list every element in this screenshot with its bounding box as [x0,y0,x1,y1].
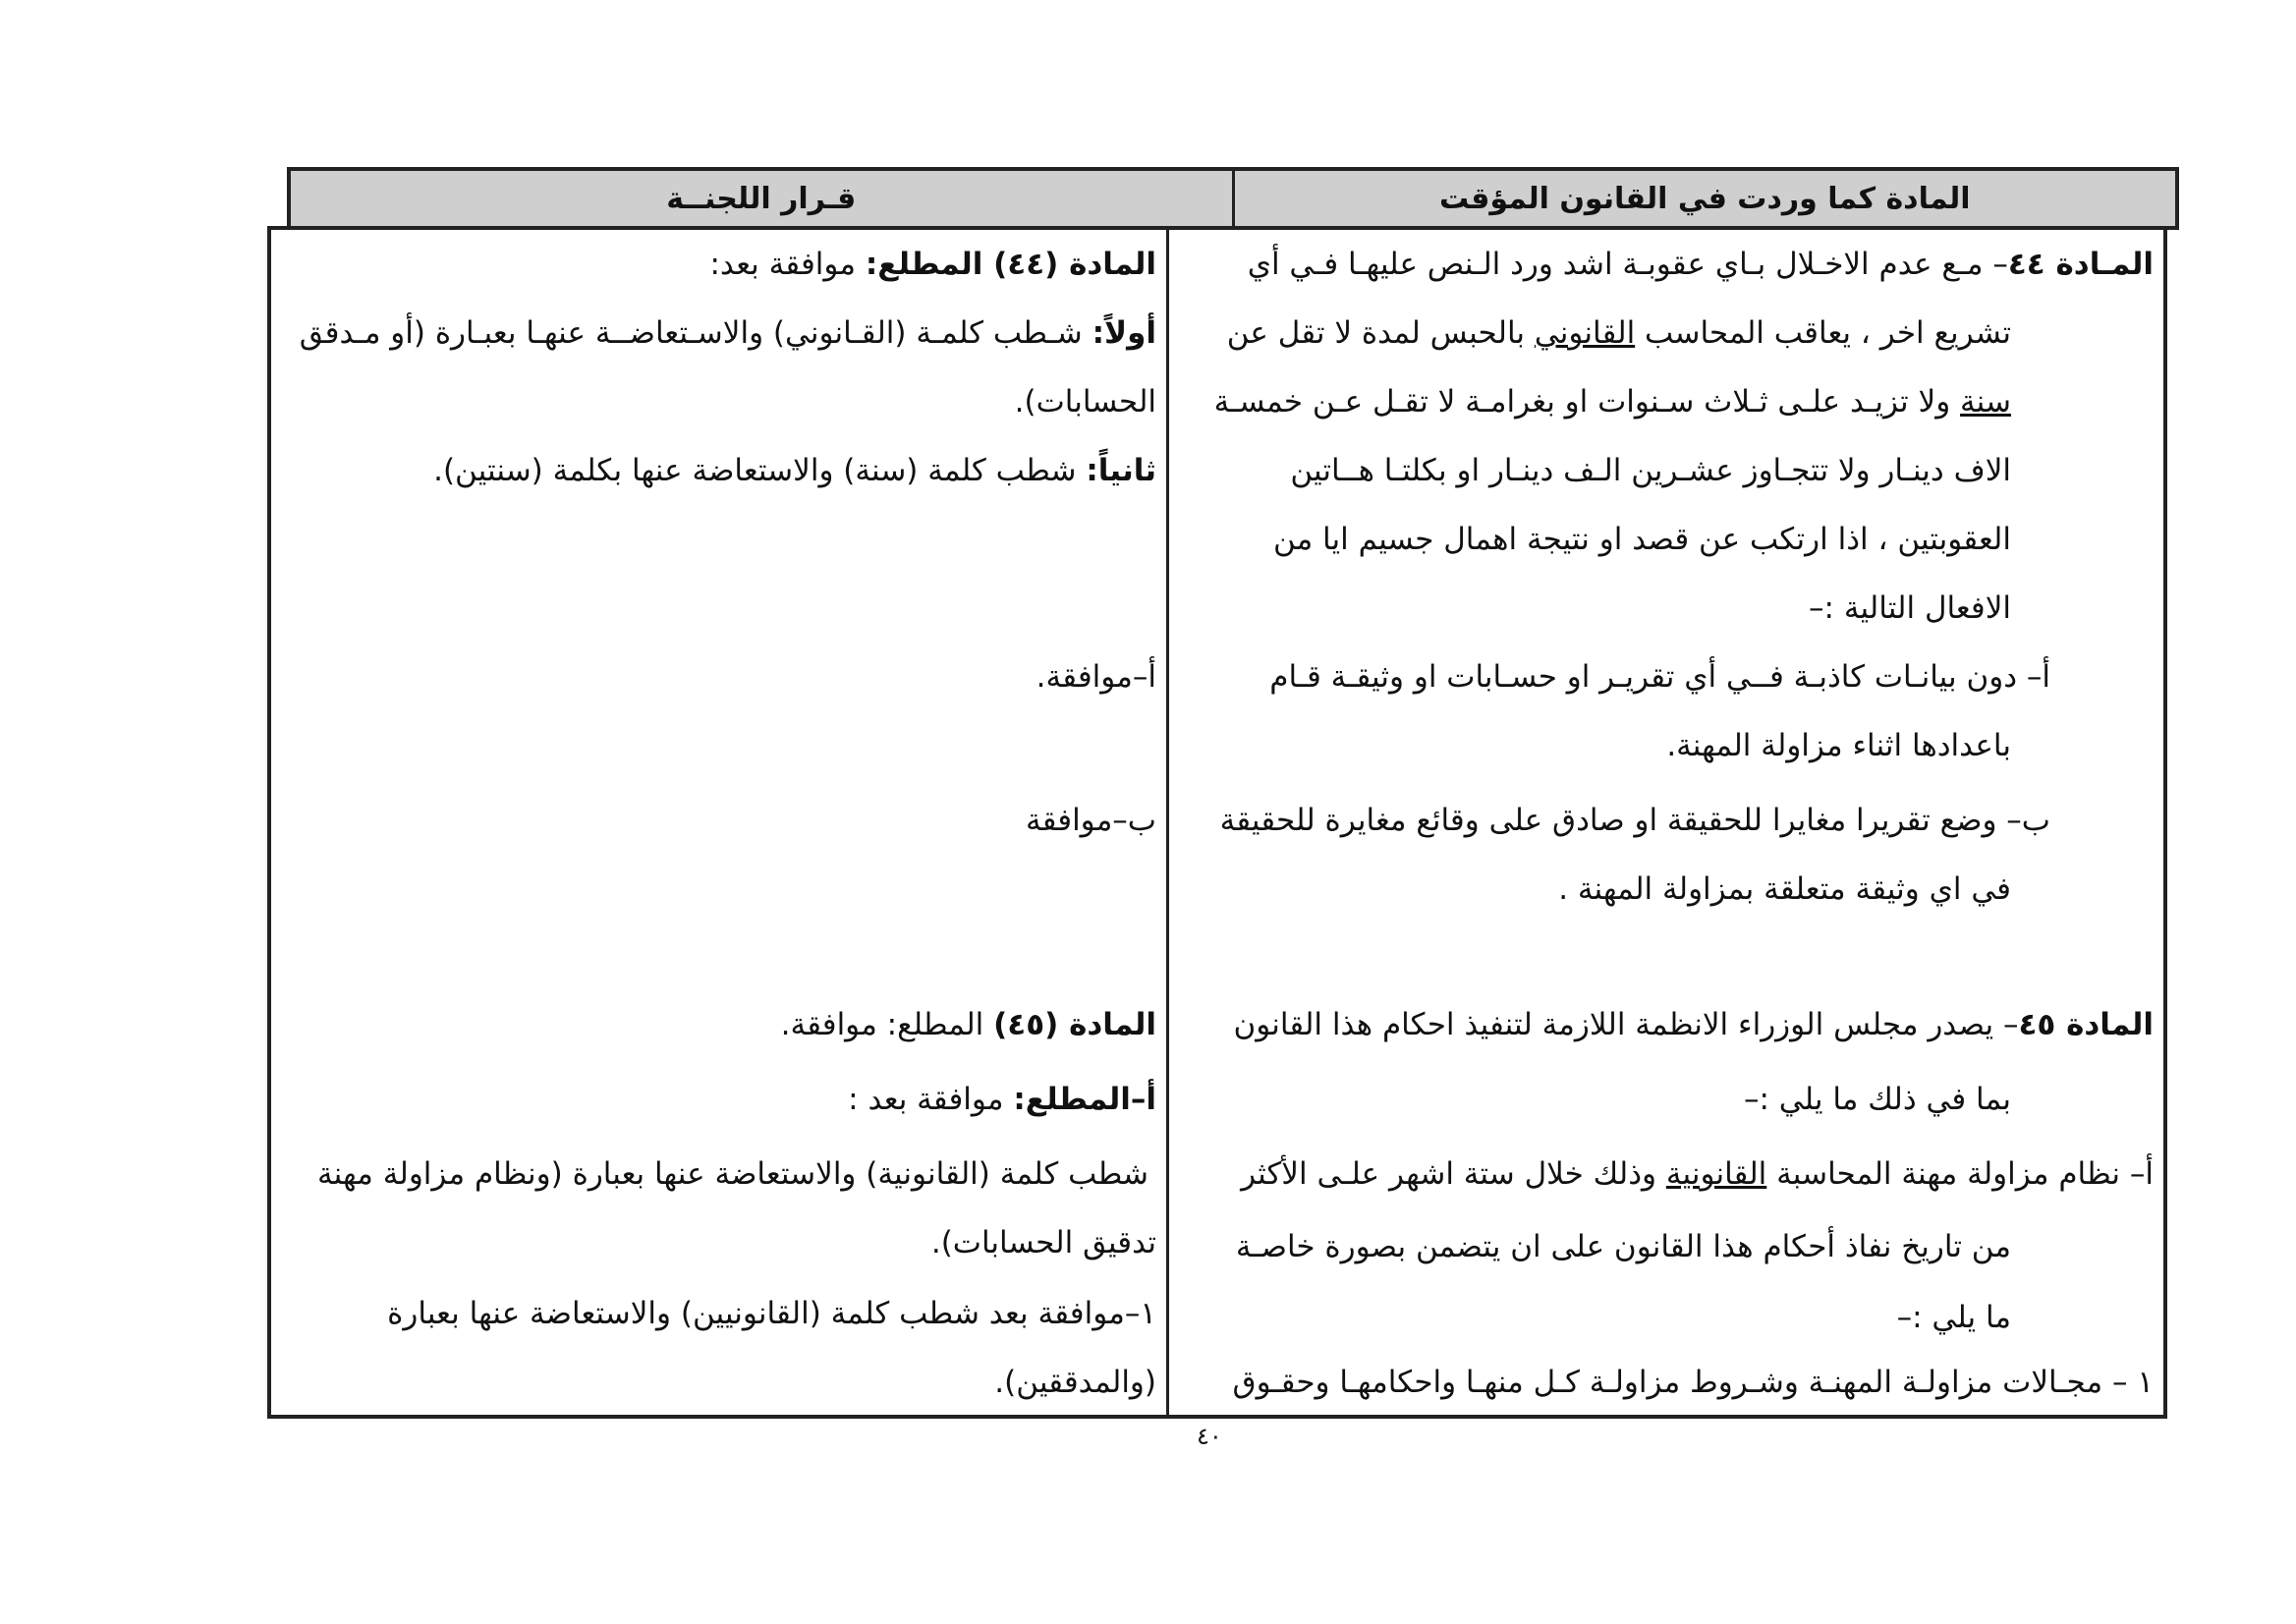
article-45-line-4: من تاريخ نفاذ أحكام هذا القانون على ان يتضمن بصورة خاصـة [1235,1229,2011,1264]
article-44-line-5: العقوبتين ، اذا ارتكب عن قصد او نتيجة اهمال جسيم ايا من [1272,522,2011,557]
article-45-line-1: المادة ٤٥– يصدر مجلس الوزراء الانظمة اللازمة لتنفيذ احكام هذا القانون [1233,1007,2154,1042]
decision-45-item-1-line-2: (والمدققين). [994,1365,1156,1400]
decision-44-second: ثانياً: شطب كلمة (سنة) والاستعاضة عنها بكلمة (سنتين). [433,453,1156,488]
article-44-line-1: المـادة ٤٤– مـع عدم الاخـلال بـاي عقوبـة اشد ورد الـنص عليهـا فـي أي [1247,247,2154,282]
decision-45-item-a: أ–المطلع: موافقة بعد : [848,1082,1156,1117]
article-44-line-6: الافعال التالية :– [1809,590,2011,626]
decision-44-first: أولاً: شـطب كلمـة (القـانوني) والاسـتعاضــة عنهـا بعبـارة (أو مـدقق [299,315,1156,351]
article-44-item-a-line-2: باعدادها اثناء مزاولة المهنة. [1666,728,2011,763]
article-45-label: المادة ٤٥ [2018,1007,2154,1042]
article-44-item-b-line-1: ب– وضع تقريرا مغايرا للحقيقة او صادق على وقائع مغايرة للحقيقة [1219,803,2050,838]
original-law-column [1166,230,2163,1415]
decision-45-item-a-line-2: تدقيق الحسابات). [930,1225,1156,1260]
decision-45-item-a-line-1: شطب كلمة (القانونية) والاستعاضة عنها بعبارة (ونظام مزاولة مهنة [317,1156,1148,1192]
header-committee-decision-title: قـرار اللجنــة [666,181,857,216]
article-44-line-3: سنة ولا تزيـد علـى ثـلاث سـنوات او بغرامـة لا تقـل عـن خمسـة [1213,384,2011,420]
decision-45-item-1-line-1: ١–موافقة بعد شطب كلمة (القانونيين) والاستعاضة عنها بعبارة [387,1296,1156,1331]
page-number: ٤٠ [1197,1423,1222,1450]
decision-45-heading: المادة (٤٥) المطلع: موافقة. [780,1007,1156,1042]
article-44-line-4: الاف دينـار ولا تتجـاوز عشـرين الـف دينـار او بكلتـا هــاتين [1290,453,2011,488]
article-44-item-b-line-2: في اي وثيقة متعلقة بمزاولة المهنة . [1558,871,2011,907]
comparison-table [267,226,2167,1419]
article-45-line-6: ١ – مجـالات مزاولـة المهنـة وشـروط مزاولـة كـل منهـا واحكامهـا وحقـوق [1232,1365,2154,1400]
decision-44-item-a: أ–موافقة. [1036,659,1156,695]
article-45-line-5: ما يلي :– [1896,1300,2011,1335]
decision-44-first-cont: الحسابات). [1014,384,1156,420]
article-44-line-2: تشريع اخر ، يعاقب المحاسب القانوني بالحبس لمدة لا تقل عن [1226,315,2011,351]
article-45-line-3: أ– نظام مزاولة مهنة المحاسبة القانونية وذلك خلال ستة اشهر علـى الأكثر [1241,1156,2154,1192]
decision-44-heading: المادة (٤٤) المطلع: موافقة بعد: [709,247,1156,282]
table-header [287,167,2179,230]
committee-decision-column [274,230,1166,1415]
article-44-item-a-line-1: أ– دون بيانـات كاذبـة فــي أي تقريـر او حسـابات او وثيقـة قـام [1269,659,2050,695]
decision-44-item-b: ب–موافقة [1025,803,1156,838]
article-44-label: المـادة ٤٤ [2007,247,2154,282]
article-45-line-2: بما في ذلك ما يلي :– [1743,1082,2011,1117]
header-original-law-title: المادة كما وردت في القانون المؤقت [1232,171,2176,226]
